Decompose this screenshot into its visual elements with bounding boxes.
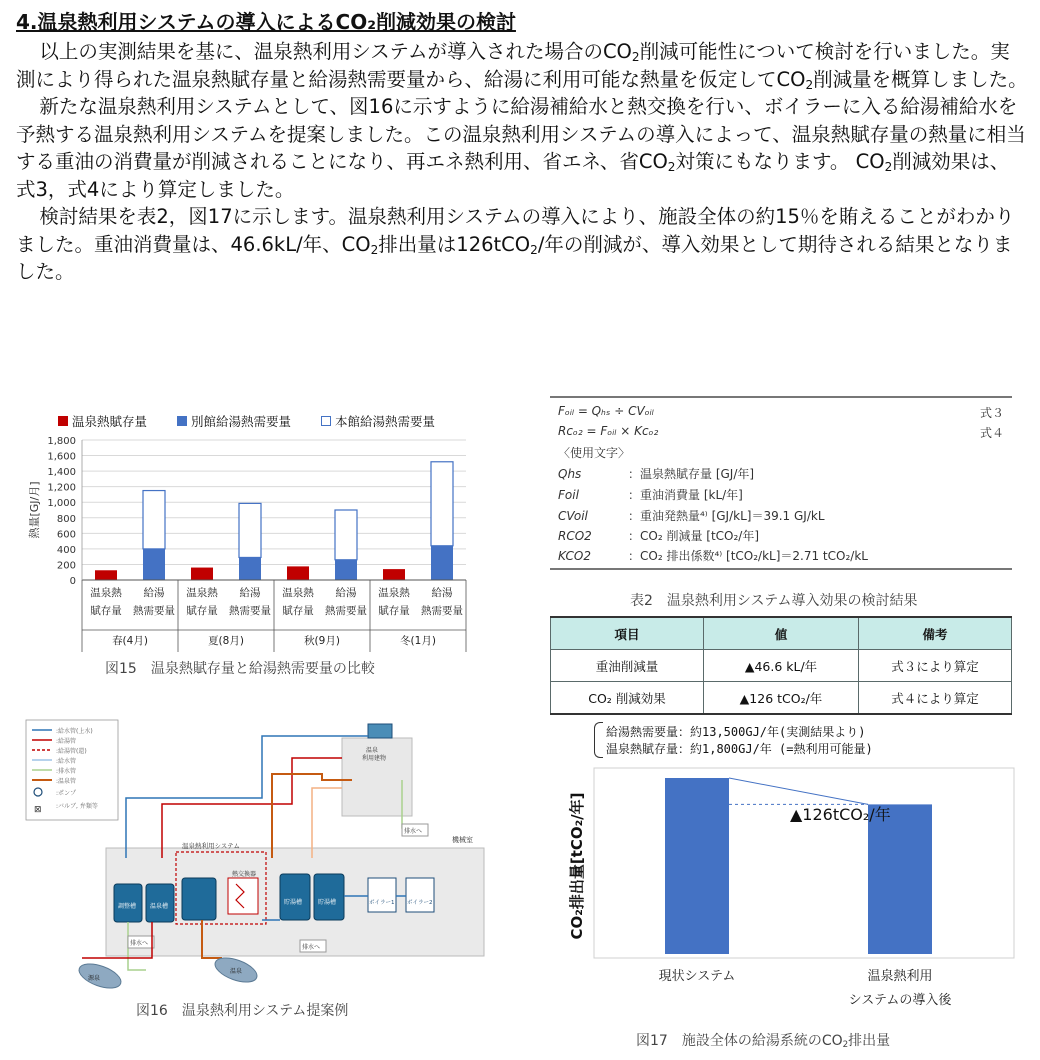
- legend-text: :給湯管(還): [56, 748, 87, 755]
- bar-main: [335, 510, 357, 560]
- bar-annex: [143, 549, 165, 580]
- x-sublabel: 温泉熱: [378, 587, 410, 599]
- legend-text: :温泉管: [56, 778, 77, 785]
- x-category-label: 現状システム: [658, 969, 736, 984]
- y-tick-label: 1,200: [47, 482, 76, 494]
- onsen-sources: [76, 953, 260, 993]
- x-sublabel: 熱需要量: [325, 605, 367, 617]
- co2-bar: [665, 778, 729, 954]
- y-tick-label: 400: [56, 544, 76, 556]
- table2-caption: 表2 温泉熱利用システム導入効果の検討結果: [630, 593, 918, 609]
- x-category-label: 温泉熱利用: [867, 969, 933, 984]
- bldg-label: 温泉: [366, 747, 379, 754]
- formula-panel: [550, 396, 1012, 570]
- x-sublabel: 給湯: [143, 587, 165, 599]
- legend-text: :バルブ, 弁類等: [56, 803, 98, 810]
- legend-text: :排水管: [56, 768, 77, 775]
- co2-bar: [868, 804, 932, 954]
- paragraph-2: 新たな温泉熱利用システムとして、図16に示すように給湯補給水と熱交換を行い、ボイラーに入る給湯補給水を予熱する温泉熱利用システムを提案しました。この温泉熱利用システムの導入によって、温泉熱賦存量の熱量に相当する重油の消費量が削減されることになり、再エネ熱利用、省エネ、省$CO_2$対策にもなります。 $CO_2$削減効果は、式3，式4により算定しました。: [16, 95, 1026, 201]
- equation-4-ref: 式４: [979, 426, 1004, 440]
- x-sublabel: 温泉熱: [186, 587, 218, 599]
- paragraph-3: 検討結果を表2，図17に示します。温泉熱利用システムの導入により、施設全体の約15％を賄えることがわかりました。重油消費量は、46.6kL/年、$CO_2$排出量は126tCO$_2$/年の削減が、導入効果として期待される結果となりました。: [16, 205, 1015, 283]
- tank-label: 温泉槽: [150, 903, 169, 910]
- y-tick-label: 1,800: [47, 436, 76, 447]
- fig17-caption: 図17 施設全体の給湯系統の$CO_2$排出量: [636, 1033, 891, 1051]
- source-label: 温泉: [230, 968, 243, 975]
- table-cell: 式３により算定: [859, 650, 1012, 682]
- reduction-annotation: ▲126tCO₂/年: [790, 805, 891, 824]
- tank-label: 貯湯槽: [318, 899, 337, 906]
- tank-label: 調整槽: [118, 903, 137, 910]
- legend-main: 本館給湯熱需要量: [321, 412, 435, 430]
- legend-text: :給水管: [56, 758, 77, 765]
- x-sublabel: 熱需要量: [229, 605, 271, 617]
- y-tick-label: 0: [69, 576, 76, 587]
- fig15-legend: [58, 412, 435, 430]
- def-foil: Foil ：重油消費量 [kL/年]: [558, 488, 743, 502]
- table-header: 項目: [551, 617, 704, 650]
- table-cell: ▲46.6 kL/年: [704, 650, 859, 682]
- x-category-label: 冬(1月): [400, 635, 436, 647]
- bar-annex: [431, 546, 453, 580]
- section-heading: 4.温泉熱利用システムの導入によるCO₂削減効果の検討: [16, 10, 516, 34]
- def-kco2: KCO2 ：CO₂ 排出係数⁴⁾ [tCO₂/kL]＝2.71 tCO₂/kL: [558, 549, 868, 563]
- x-category-label: システムの導入後: [848, 993, 952, 1008]
- x-sublabel: 温泉熱: [282, 587, 314, 599]
- fig15-chart: [20, 430, 490, 655]
- fig16-legend: [26, 720, 118, 820]
- x-sublabel: 賦存量: [186, 605, 218, 617]
- x-sublabel: 賦存量: [378, 605, 410, 617]
- fig15-caption: 図15 温泉熱賦存量と給湯熱需要量の比較: [105, 661, 375, 677]
- y-tick-label: 800: [56, 513, 76, 525]
- fig17-note-2: 温泉熱賦存量：約1,800GJ/年 (=熱利用可能量): [606, 742, 873, 756]
- plot-area: [594, 768, 1014, 958]
- used-symbols-label: 〈使用文字〉: [558, 446, 631, 460]
- table-header-row: [551, 617, 1012, 650]
- bar-onsen: [191, 568, 213, 580]
- paragraph-1: 以上の実測結果を基に、温泉熱利用システムが導入された場合の$CO_2$削減可能性について検討を行いました。実測により得られた温泉熱賦存量と給湯熱需要量から、給湯に利用可能な熱量を仮定して$CO_2$削減量を概算しました。: [16, 40, 1028, 92]
- def-rco2: RCO2 ：CO₂ 削減量 [tCO₂/年]: [558, 529, 760, 543]
- table-row: [551, 650, 1012, 682]
- boiler-label: ボイラー2: [407, 900, 433, 906]
- fig17-note-1: 給湯熱需要量：約13,500GJ/年(実測結果より): [606, 725, 866, 739]
- bar-onsen: [95, 570, 117, 580]
- bar-main: [143, 491, 165, 549]
- fig17-chart: [560, 764, 1020, 1024]
- x-sublabel: 熱需要量: [421, 605, 463, 617]
- x-sublabel: 賦存量: [282, 605, 314, 617]
- x-category-label: 秋(9月): [304, 635, 340, 647]
- bar-onsen: [287, 566, 309, 580]
- x-category-label: 春(4月): [112, 635, 148, 647]
- legend-text: :給水管(上水): [56, 728, 93, 735]
- drain-label: 排水へ: [130, 940, 149, 947]
- reduction-line: [729, 778, 868, 804]
- bldg-label: 利用建物: [362, 755, 387, 762]
- drain-label: 排水へ: [404, 828, 423, 835]
- bar-main: [239, 503, 261, 557]
- bar-annex: [239, 557, 261, 580]
- y-axis-label: 熱量[GJ/月]: [28, 481, 41, 539]
- table2: [550, 616, 1012, 715]
- equation-3: Fₒᵢₗ = Qₕₛ ÷ CVₒᵢₗ: [558, 404, 654, 418]
- def-cvoil: CVoil ：重油発熱量⁴⁾ [GJ/kL]＝39.1 GJ/kL: [558, 509, 825, 523]
- x-sublabel: 給湯: [239, 587, 261, 599]
- y-tick-label: 600: [56, 529, 76, 541]
- table-cell: ▲126 tCO₂/年: [704, 682, 859, 715]
- equation-3-ref: 式３: [979, 406, 1004, 420]
- table-row: [551, 682, 1012, 715]
- x-sublabel: 給湯: [335, 587, 357, 599]
- legend-onsen: 温泉熱賦存量: [58, 412, 147, 430]
- boiler-label: ボイラー1: [369, 900, 395, 906]
- note-brace: [594, 722, 603, 758]
- bar-annex: [335, 560, 357, 580]
- table-header: 備考: [859, 617, 1012, 650]
- bar-onsen: [383, 569, 405, 580]
- tank-label: 貯湯槽: [284, 899, 303, 906]
- fig16-caption: 図16 温泉熱利用システム提案例: [136, 1003, 349, 1019]
- drain-label: 排水へ: [302, 944, 321, 951]
- water-tank: [368, 724, 392, 738]
- y-tick-label: 200: [56, 560, 76, 572]
- x-sublabel: 熱需要量: [133, 605, 175, 617]
- fig16-system-diagram: [22, 718, 492, 996]
- x-sublabel: 温泉熱: [90, 587, 122, 599]
- def-qhs: Qhs ：温泉熱賦存量 [GJ/年]: [558, 467, 755, 481]
- hex-label: 熱交換器: [232, 871, 257, 878]
- onsen-system-label: 温泉熱利用システム: [182, 842, 240, 850]
- legend-annex: 別館給湯熱需要量: [177, 412, 291, 430]
- svg-text:⊠: ⊠: [34, 805, 42, 815]
- legend-text: :ポンプ: [56, 790, 77, 797]
- x-sublabel: 賦存量: [90, 605, 122, 617]
- y-tick-label: 1,000: [47, 498, 76, 510]
- table-cell: 式４により算定: [859, 682, 1012, 715]
- x-sublabel: 給湯: [431, 587, 453, 599]
- source-label: 源泉: [88, 975, 101, 982]
- equation-4: Rᴄₒ₂ = Fₒᵢₗ × Kᴄₒ₂: [558, 424, 659, 438]
- y-tick-label: 1,400: [47, 467, 76, 479]
- table-header: 値: [704, 617, 859, 650]
- body-text: [16, 38, 1028, 286]
- table-cell: CO₂ 削減効果: [551, 682, 704, 715]
- machine-room-label: 機械室: [452, 836, 473, 844]
- bar-main: [431, 462, 453, 546]
- legend-text: :給湯管: [56, 738, 77, 745]
- y-tick-label: 1,600: [47, 451, 76, 463]
- y-axis-label: CO₂排出量[tCO₂/年]: [568, 792, 586, 940]
- table-cell: 重油削減量: [551, 650, 704, 682]
- x-category-label: 夏(8月): [208, 635, 244, 647]
